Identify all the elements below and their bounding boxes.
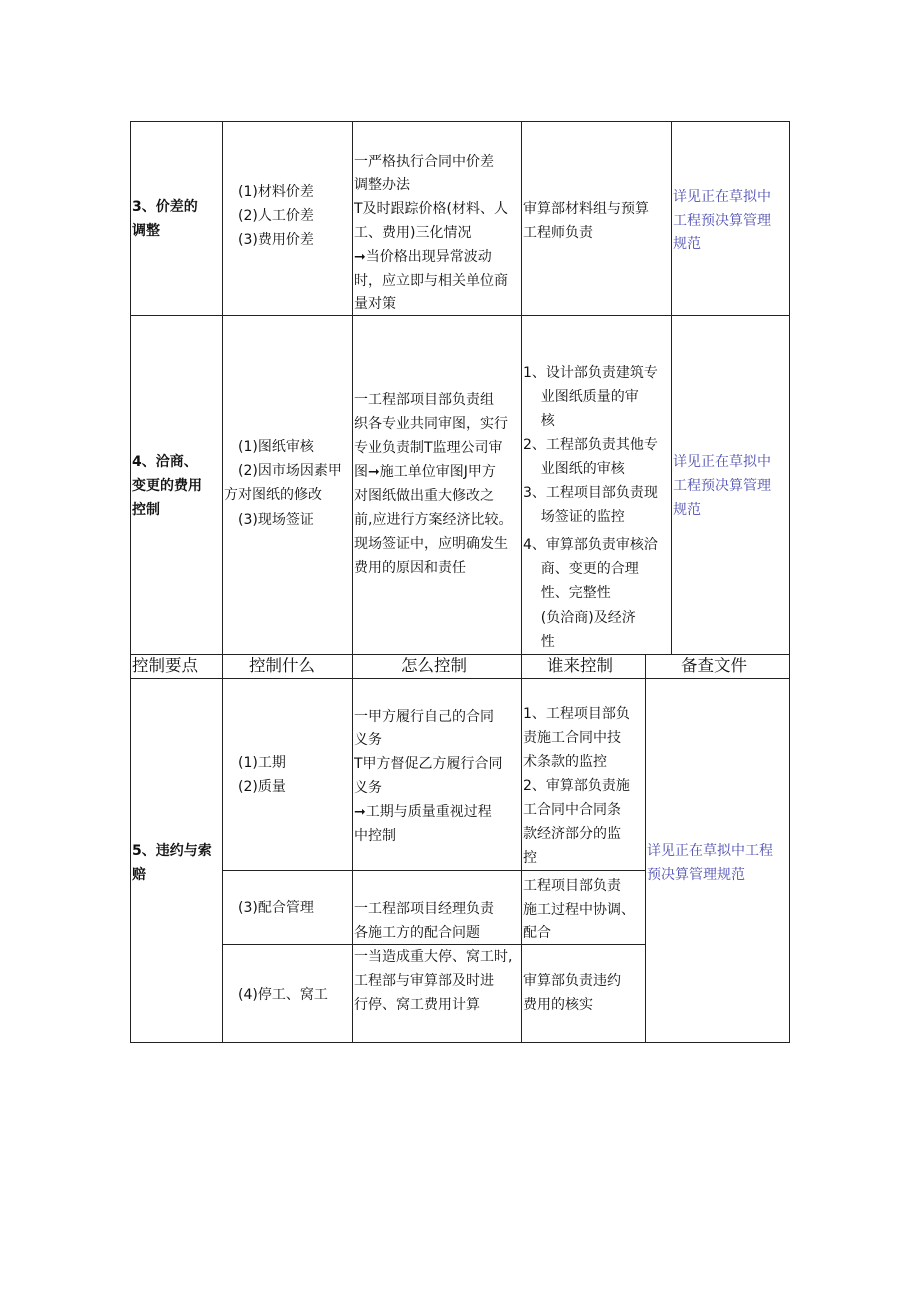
control-who-line: 责施工合同中技	[523, 730, 621, 746]
control-how-line: 行停、窝工费用计算	[354, 997, 480, 1013]
control-how-line: 专业负责制T监理公司审	[354, 440, 503, 456]
control-who-line: 性	[523, 634, 555, 650]
control-how-line: 一工程部项目经理负责	[354, 901, 494, 917]
control-how-line: 中控制	[354, 828, 396, 844]
control-who-line: 4、审算部负责审核洽	[523, 537, 658, 553]
control-who-line: 施工过程中协调、	[523, 902, 635, 918]
header-control-who: 谁来控制	[547, 656, 613, 675]
control-how-line: T及时跟踪价格(材料、人	[354, 201, 509, 217]
control-who-line: 业图纸质量的审	[523, 389, 639, 405]
control-how-line: 各施工方的配合问题	[354, 925, 480, 941]
control-who-line: (负洽商)及经济	[523, 610, 636, 626]
control-how-line: 义务	[354, 732, 382, 748]
control-how-line: ➞当价格出现异常波动	[354, 249, 492, 265]
control-how-line: 一当造成重大停、窝工时,	[354, 949, 513, 965]
control-who-line: 商、变更的合理	[523, 561, 639, 577]
control-who-line: 费用的核实	[523, 997, 593, 1013]
control-how-line: 一工程部项目部负责组	[354, 392, 494, 408]
control-how-line: 一严格执行合同中价差	[354, 154, 494, 170]
control-how-line: 量对策	[354, 296, 396, 312]
header-control-what: 控制什么	[249, 656, 315, 675]
header-control-how: 怎么控制	[401, 656, 467, 675]
control-who-line: 控	[523, 850, 537, 866]
control-what-line: (2)人工价差	[238, 208, 314, 224]
reference-doc-line: 规范	[673, 502, 701, 518]
control-what-line: (1)材料价差	[238, 184, 314, 200]
control-how-line: 工程部与审算部及时进	[354, 973, 494, 989]
control-what-line: (1)图纸审核	[238, 439, 314, 455]
control-who-line: 3、工程项目部负责现	[523, 485, 658, 501]
reference-doc-line: 详见正在草拟中	[673, 189, 771, 205]
control-how-line: 前,应进行方案经济比较。	[354, 512, 513, 528]
item-label-line: 变更的费用	[132, 478, 202, 494]
reference-doc-line: 详见正在草拟中工程	[647, 843, 773, 859]
reference-doc-line: 工程预决算管理	[673, 213, 771, 229]
control-how-line: 工、费用)三化情况	[354, 225, 472, 241]
control-how-line: T甲方督促乙方履行合同	[354, 756, 503, 772]
reference-doc-line: 工程预决算管理	[673, 478, 771, 494]
control-how-line: 现场签证中，应明确发生	[354, 536, 508, 552]
item-label-line: 4、洽商、	[132, 454, 198, 470]
control-who-line: 性、完整性	[523, 585, 611, 601]
item-label-line: 3、价差的	[132, 199, 198, 215]
reference-doc-line: 规范	[673, 236, 701, 252]
control-who-line: 场签证的监控	[523, 509, 625, 525]
control-how-line: 费用的原因和责任	[354, 560, 466, 576]
control-how-line: 图➞施工单位审图J甲方	[354, 464, 496, 480]
control-who-line: 1、设计部负责建筑专	[523, 365, 658, 381]
control-who-line: 工合同中合同条	[523, 802, 621, 818]
control-what-line: (4)停工、窝工	[238, 987, 328, 1003]
control-how-line: ➞工期与质量重视过程	[354, 804, 492, 820]
control-who-line: 2、工程部负责其他专	[523, 437, 658, 453]
control-what-line: (1)工期	[238, 755, 286, 771]
item-label-line: 控制	[132, 502, 160, 518]
control-what-line: (3)现场签证	[238, 512, 314, 528]
header-control-point: 控制要点	[132, 656, 198, 675]
control-what-line: (2)质量	[238, 779, 286, 795]
control-what-line: (3)配合管理	[238, 900, 314, 916]
control-who-line: 款经济部分的监	[523, 826, 621, 842]
control-who-line: 1、工程项目部负	[523, 706, 630, 722]
control-how-line: 时，应立即与相关单位商	[354, 273, 508, 289]
control-who-line: 业图纸的审核	[523, 461, 625, 477]
control-what-line: 方对图纸的修改	[224, 487, 322, 503]
control-who-line: 2、审算部负责施	[523, 778, 630, 794]
header-reference-docs: 备查文件	[681, 656, 747, 675]
control-how-line: 对图纸做出重大修改之	[354, 488, 494, 504]
reference-doc-line: 预决算管理规范	[647, 867, 745, 883]
control-who-line: 核	[523, 413, 555, 429]
control-who-line: 配合	[523, 925, 551, 941]
control-who-line: 审算部负责违约	[523, 973, 621, 989]
control-what-line: (3)费用价差	[238, 232, 314, 248]
control-who-line: 工程项目部负责	[523, 878, 621, 894]
control-who-line: 术条款的监控	[523, 754, 607, 770]
reference-doc-line: 详见正在草拟中	[673, 454, 771, 470]
control-how-line: 一甲方履行自己的合同	[354, 709, 494, 725]
control-how-line: 义务	[354, 780, 382, 796]
control-who-line: 审算部材料组与预算	[523, 201, 649, 217]
item-label-line: 调整	[132, 223, 160, 239]
item-label-line: 5、违约与索	[132, 843, 212, 859]
control-who-line: 工程师负责	[523, 225, 593, 241]
item-label-line: 赔	[132, 867, 146, 883]
control-what-line: (2)因市场因素甲	[238, 463, 342, 479]
control-how-line: 织各专业共同审图，实行	[354, 416, 508, 432]
control-how-line: 调整办法	[354, 177, 410, 193]
